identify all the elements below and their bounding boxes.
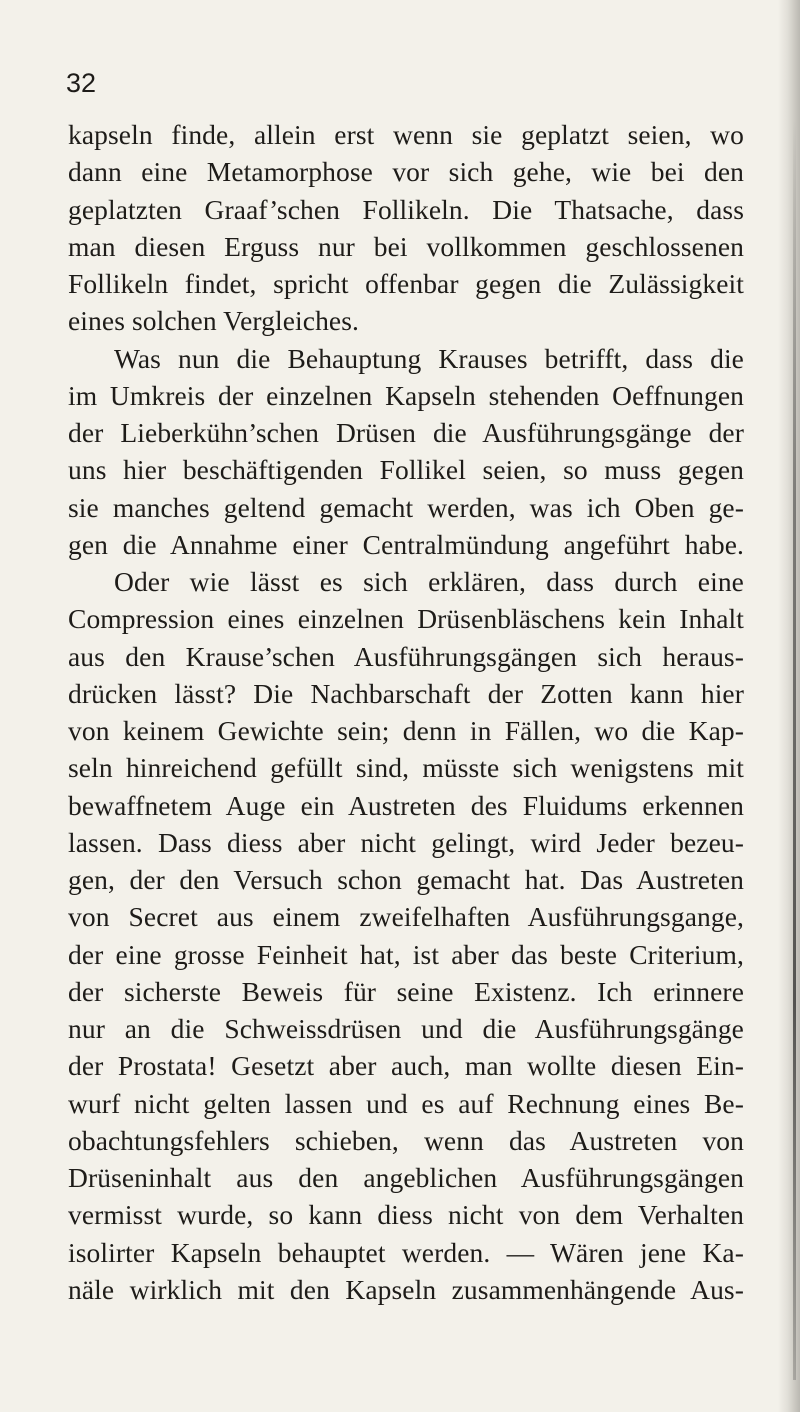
text-line: gen, der den Versuch schon gemacht hat. Das Austreten	[68, 864, 744, 895]
text-line: isolirter Kapseln behauptet werden. — Wären jene Ka-	[68, 1236, 744, 1268]
text-line: im Umkreis der einzelnen Kapseln stehenden Oeffnungen	[68, 379, 744, 411]
text-line: der sicherste Beweis für seine Existenz. Ich erinnere	[68, 975, 744, 1007]
text-line-paragraph-start: Was nun die Behauptung Krauses betrifft, dass die	[114, 342, 744, 374]
text-line: obachtungsfehlers schieben, wenn das Austreten von	[68, 1124, 744, 1156]
text-line: sie manches geltend gemacht werden, was ich Oben ge-	[68, 491, 744, 523]
page-binding-edge	[793, 120, 796, 1380]
text-line: man diesen Erguss nur bei vollkommen geschlossenen	[68, 230, 744, 262]
body-text	[68, 116, 744, 1308]
text-line: von keinem Gewichte sein; denn in Fällen, wo die Kap-	[68, 715, 744, 746]
text-line-paragraph-end: eines solchen Vergleiches.	[68, 305, 360, 337]
text-line: der Lieberkühn’schen Drüsen die Ausführungsgänge der	[68, 417, 744, 448]
text-line: von Secret aus einem zweifelhaften Ausführungsgange,	[68, 901, 744, 933]
text-line: nur an die Schweissdrüsen und die Ausführungsgänge	[68, 1013, 744, 1044]
text-line: Follikeln findet, spricht offenbar gegen die Zulässigkeit	[68, 268, 744, 299]
text-line: näle wirklich mit den Kapseln zusammenhängende Aus-	[68, 1273, 744, 1305]
page-number: 32	[66, 68, 97, 98]
text-line: lassen. Dass diess aber nicht gelingt, wird Jeder bezeu-	[68, 826, 744, 858]
text-line: vermisst wurde, so kann diess nicht von dem Verhalten	[68, 1199, 744, 1231]
text-line: kapseln finde, allein erst wenn sie geplatzt seien, wo	[68, 119, 744, 150]
text-line: dann eine Metamorphose vor sich gehe, wie bei den	[68, 156, 744, 188]
text-line: Drüseninhalt aus den angeblichen Ausführungsgängen	[68, 1162, 744, 1193]
text-line: bewaffnetem Auge ein Austreten des Fluidums erkennen	[68, 789, 744, 821]
page-edge-shadow	[778, 0, 800, 1412]
text-line: der Prostata! Gesetzt aber auch, man wollte diesen Ein-	[68, 1050, 744, 1082]
text-line-paragraph-start: Oder wie lässt es sich erklären, dass durch eine	[114, 566, 744, 597]
text-line: wurf nicht gelten lassen und es auf Rechnung eines Be-	[68, 1087, 744, 1119]
text-line: drücken lässt? Die Nachbarschaft der Zotten kann hier	[68, 677, 744, 709]
text-line: geplatzten Graaf’schen Follikeln. Die Thatsache, dass	[68, 193, 744, 225]
text-line: aus den Krause’schen Ausführungsgängen sich heraus-	[68, 640, 744, 672]
text-line: gen die Annahme einer Centralmündung angeführt habe.	[68, 528, 744, 560]
text-line: der eine grosse Feinheit hat, ist aber das beste Criterium,	[68, 938, 744, 970]
text-line: Compression eines einzelnen Drüsenbläschens kein Inhalt	[68, 603, 744, 635]
text-line: uns hier beschäftigenden Follikel seien, so muss gegen	[68, 454, 744, 486]
text-line: seln hinreichend gefüllt sind, müsste sich wenigstens mit	[68, 752, 744, 784]
